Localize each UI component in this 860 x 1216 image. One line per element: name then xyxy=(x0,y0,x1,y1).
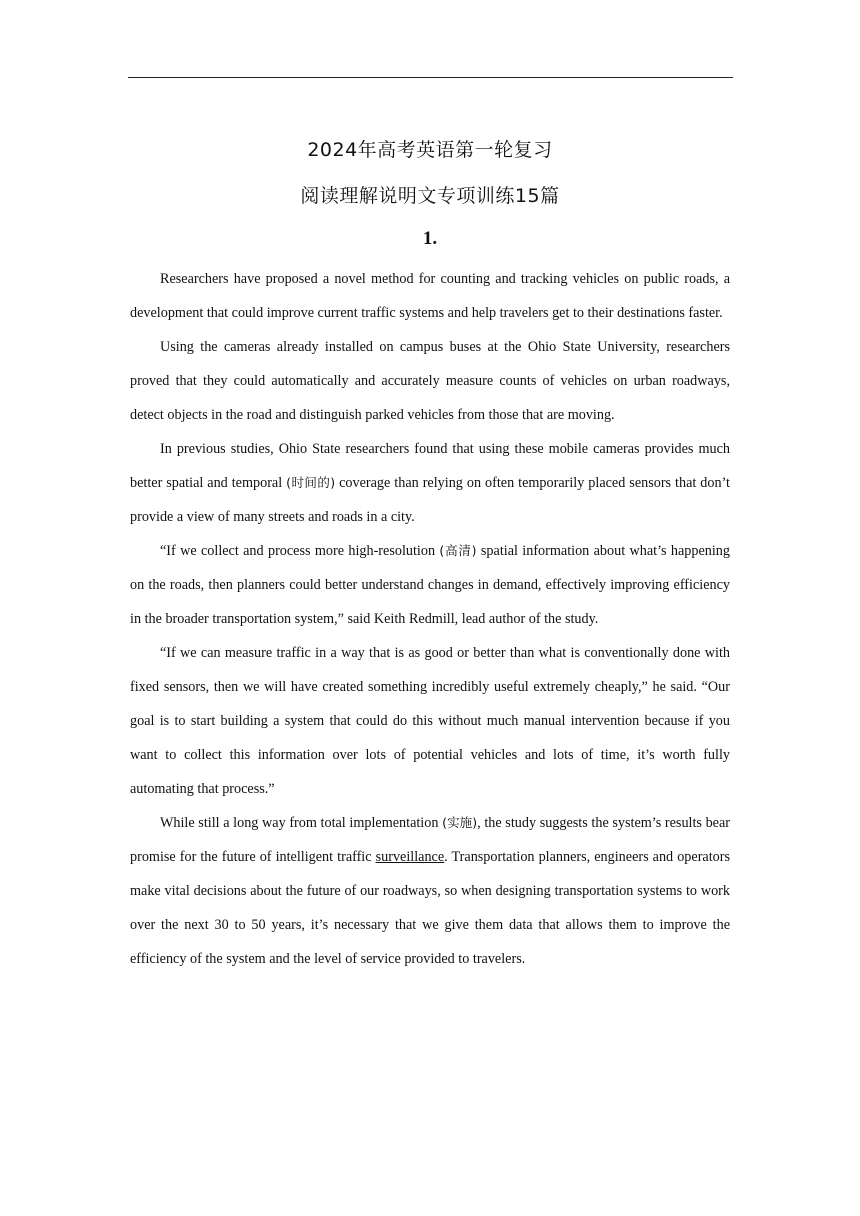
paragraph-text: “If we can measure traffic in a way that is as good or better than what is conventionally done with fixed sensors, then we will have created something incredibly useful extremely cheaply,” he said. “Our goal is to start building a system that could do this without much manual intervention because if you want to collect this information over lots of potential vehicles and lots of time, it’s worth fully automating that process.” xyxy=(130,645,730,797)
passage-number: 1. xyxy=(422,228,438,249)
paragraph-text: While still a long way from total implementation xyxy=(160,815,443,831)
document-subtitle: 阅读理解说明文专项训练15篇 xyxy=(300,185,560,207)
paragraph-text: coverage than relying on often temporarily placed sensors that don’t provide a view of many streets and roads in a city. xyxy=(130,475,730,525)
paragraph-text: . Transportation planners, engineers and operators make vital decisions about the future of our roadways, so when designing transportation systems to work over the next 30 to 50 years, it’s necessary that we give them data that allows them to improve the efficiency of the system and the level of service provided to travelers. xyxy=(130,849,731,967)
paragraph-4 xyxy=(130,534,730,636)
paragraph-3 xyxy=(130,432,730,534)
paragraph-text: Using the cameras already installed on campus buses at the Ohio State University, researchers proved that they could automatically and accurately measure counts of vehicles on urban roadways, detect objects in the road and distinguish parked vehicles from those that are moving. xyxy=(130,339,730,423)
paragraph-2 xyxy=(130,330,730,432)
paragraph-text: “If we collect and process more high-resolution xyxy=(160,543,440,559)
title-block xyxy=(0,136,860,252)
paragraph-text: Researchers have proposed a novel method for counting and tracking vehicles on public roads, a development that could improve current traffic systems and help travelers get to their destinations faster. xyxy=(130,271,730,321)
paragraph-1 xyxy=(130,262,730,330)
paragraph-5 xyxy=(130,636,730,806)
underlined-word: surveillance xyxy=(375,849,445,865)
passage-body xyxy=(130,262,730,976)
document-title: 2024年高考英语第一轮复习 xyxy=(307,139,553,161)
header-rule xyxy=(128,77,733,78)
chinese-gloss: (实施) xyxy=(442,815,478,830)
paragraph-text: In previous studies, Ohio State researchers found that using these mobile cameras provides much better spatial and temporal xyxy=(130,441,730,491)
paragraph-6 xyxy=(130,806,730,976)
paragraph-text: , the study suggests the system’s results bear promise for the future of intelligent traffic xyxy=(130,815,730,865)
chinese-gloss: (高清) xyxy=(439,543,477,558)
chinese-gloss: (时间的) xyxy=(286,475,336,490)
paragraph-text: spatial information about what’s happening on the roads, then planners could better understand changes in demand, effectively improving efficiency in the broader transportation system,” said Keith Redmill, lead author of the study. xyxy=(130,543,730,627)
